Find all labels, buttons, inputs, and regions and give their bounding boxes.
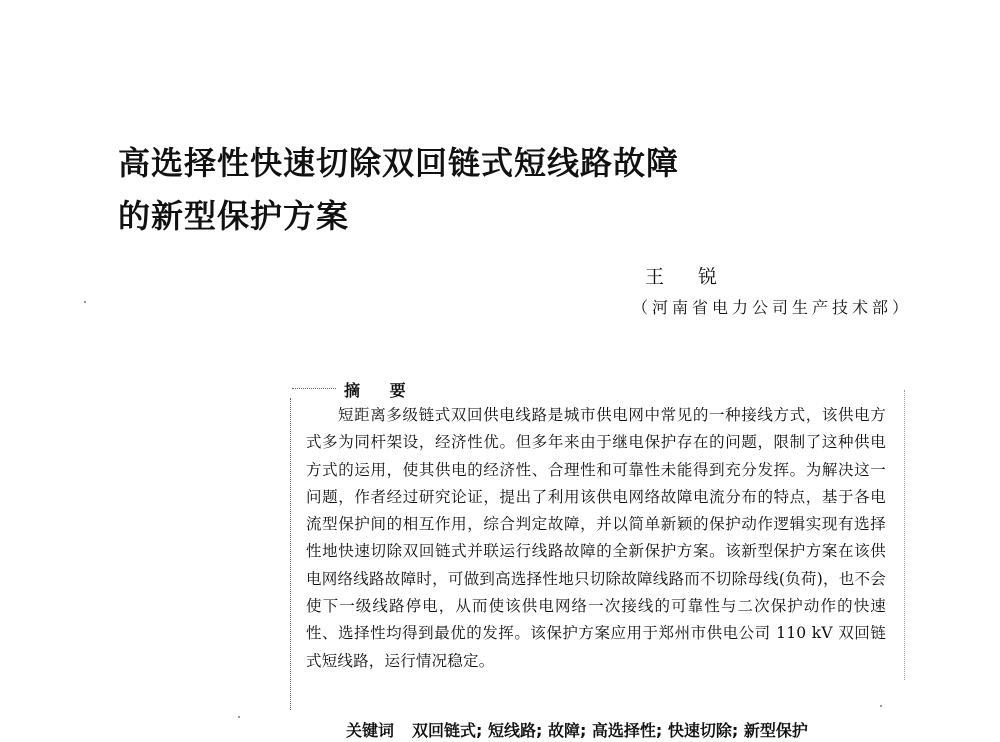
scan-speck (880, 705, 882, 707)
scan-speck (84, 301, 86, 303)
paper-title-line-1: 高选择性快速切除双回链式短线路故障 (118, 144, 680, 182)
paper-title-line-2: 的新型保护方案 (118, 197, 350, 235)
author-name: 王 锐 (645, 266, 732, 288)
abstract-border-left (290, 398, 291, 710)
abstract-border-right (904, 390, 905, 680)
keywords-label: 关键词 (346, 721, 395, 740)
abstract-box (290, 381, 905, 710)
keywords-list: 双回链式; 短线路; 故障; 高选择性; 快速切除; 新型保护 (412, 721, 808, 740)
author-affiliation: （河南省电力公司生产技术部） (632, 298, 913, 317)
abstract-border-top (292, 388, 336, 389)
keywords-line (346, 718, 808, 741)
abstract-body: 短距离多级链式双回供电线路是城市供电网中常见的一种接线方式，该供电方式多为同杆架设，经济性优。但多年来由于继电保护存在的问题，限制了这种供电方式的运用，使其供电的经济性、合理性和可靠性未能得到充分发挥。为解决这一问题，作者经过研究论证，提出了利用该供电网络故障电流分布的特点，基于各电流型保护间的相互作用，综合判定故障，并以简单新颖的保护动作逻辑实现有选择性地快速切除双回链式并联运行线路故障的全新保护方案。该新型保护方案在该供电网络线路故障时，可做到高选择性地只切除故障线路而不切除母线(负荷)，也不会使下一级线路停电，从而使该供电网络一次接线的可靠性与二次保护动作的快速性、选择性均得到最优的发挥。该保护方案应用于郑州市供电公司 110 kV 双回链式短线路，运行情况稳定。 (306, 406, 886, 670)
abstract-heading: 摘 要 (344, 381, 418, 400)
scan-speck (238, 716, 240, 718)
